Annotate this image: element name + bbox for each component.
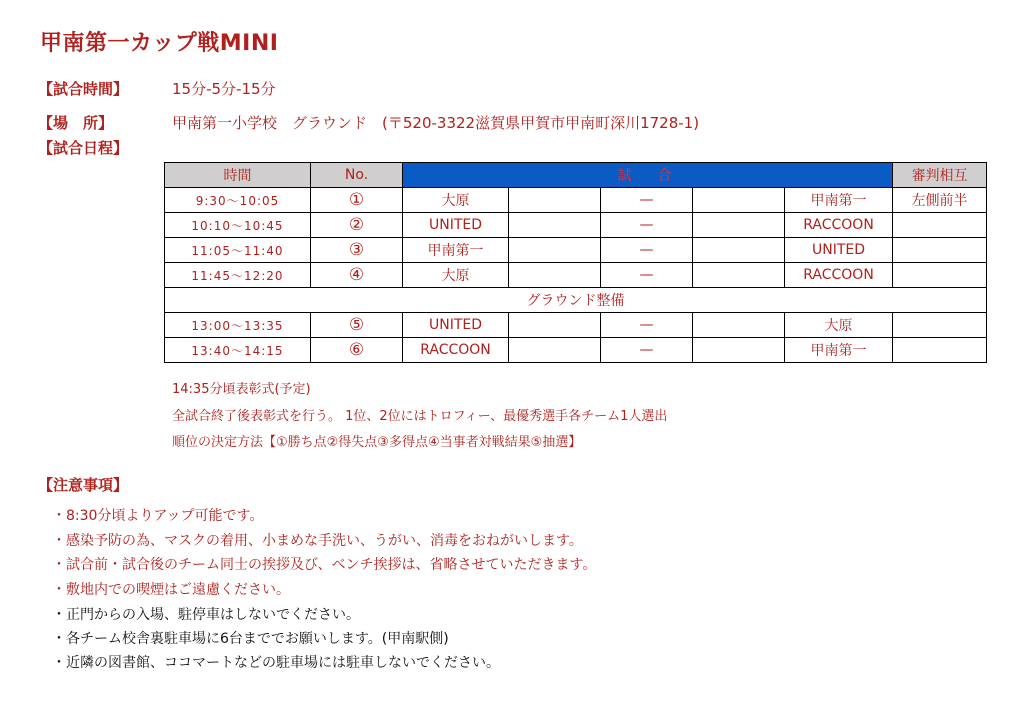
match-time: 13:00〜13:35 [165, 313, 311, 338]
maintenance-row [165, 288, 987, 313]
score-cell [509, 263, 601, 288]
referee-cell [893, 238, 987, 263]
caution-label: 【注意事項】 [38, 476, 129, 494]
away-team: 大原 [785, 313, 893, 338]
table-header-row [165, 163, 987, 188]
ranking-method-note: 順位の決定方法【①勝ち点②得失点③多得点④当事者対戦結果⑤抽選】 [172, 435, 582, 450]
match-time-value: 15分-5分-15分 [172, 80, 276, 98]
score-cell [693, 238, 785, 263]
score-cell [693, 263, 785, 288]
score-cell [509, 338, 601, 363]
score-cell [693, 313, 785, 338]
score-cell [693, 213, 785, 238]
match-number: ④ [311, 263, 403, 288]
table-row [165, 188, 987, 213]
caution-item: ・正門からの入場、駐停車はしないでください。 [52, 607, 360, 623]
referee-cell: 左側前半 [893, 188, 987, 213]
caution-item: ・敷地内での喫煙はご遠慮ください。 [52, 582, 290, 598]
home-team: 大原 [403, 263, 509, 288]
page-title: 甲南第一カップ戦MINI [40, 31, 279, 56]
home-team: RACCOON [403, 338, 509, 363]
away-team: 甲南第一 [785, 338, 893, 363]
away-team: UNITED [785, 238, 893, 263]
versus-dash: — [601, 238, 693, 263]
away-team: RACCOON [785, 213, 893, 238]
caution-item: ・感染予防の為、マスクの着用、小まめな手洗い、うがい、消毒をおねがいします。 [52, 533, 583, 549]
caution-item: ・8:30分頃よりアップ可能です。 [52, 508, 264, 524]
versus-dash: — [601, 338, 693, 363]
ground-maintenance: グラウンド整備 [165, 288, 987, 313]
header-time: 時間 [165, 163, 311, 188]
award-note: 全試合終了後表彰式を行う。 1位、2位にはトロフィー、最優秀選手各チーム1人選出 [172, 409, 668, 424]
home-team: 大原 [403, 188, 509, 213]
header-no: No. [311, 163, 403, 188]
match-time: 11:05〜11:40 [165, 238, 311, 263]
table-row [165, 238, 987, 263]
match-number: ⑤ [311, 313, 403, 338]
score-cell [509, 213, 601, 238]
score-cell [693, 188, 785, 213]
match-number: ① [311, 188, 403, 213]
match-number: ② [311, 213, 403, 238]
referee-cell [893, 213, 987, 238]
away-team: 甲南第一 [785, 188, 893, 213]
table-row [165, 313, 987, 338]
place-value: 甲南第一小学校 グラウンド (〒520-3322滋賀県甲賀市甲南町深川1728-1) [172, 114, 700, 132]
match-time: 13:40〜14:15 [165, 338, 311, 363]
referee-cell [893, 263, 987, 288]
versus-dash: — [601, 263, 693, 288]
schedule-table [164, 162, 987, 363]
match-number: ③ [311, 238, 403, 263]
match-time: 11:45〜12:20 [165, 263, 311, 288]
score-cell [693, 338, 785, 363]
match-time: 9:30〜10:05 [165, 188, 311, 213]
referee-cell [893, 338, 987, 363]
place-label: 【場 所】 [38, 114, 114, 132]
match-time: 10:10〜10:45 [165, 213, 311, 238]
referee-cell [893, 313, 987, 338]
schedule-label: 【試合日程】 [38, 139, 129, 157]
award-time-note: 14:35分頃表彰式(予定) [172, 382, 311, 397]
score-cell [509, 313, 601, 338]
home-team: UNITED [403, 313, 509, 338]
versus-dash: — [601, 188, 693, 213]
caution-item: ・近隣の図書館、ココマートなどの駐車場には駐車しないでください。 [52, 655, 500, 671]
caution-item: ・試合前・試合後のチーム同士の挨拶及び、ベンチ挨拶は、省略させていただきます。 [52, 557, 597, 573]
score-cell [509, 188, 601, 213]
table-row [165, 213, 987, 238]
home-team: 甲南第一 [403, 238, 509, 263]
home-team: UNITED [403, 213, 509, 238]
match-time-label: 【試合時間】 [38, 80, 129, 98]
versus-dash: — [601, 213, 693, 238]
match-number: ⑥ [311, 338, 403, 363]
table-row [165, 338, 987, 363]
versus-dash: — [601, 313, 693, 338]
table-row [165, 263, 987, 288]
header-match: 試 合 [403, 163, 893, 188]
caution-item: ・各チーム校舎裏駐車場に6台まででお願いします。(甲南駅側) [52, 631, 449, 647]
header-ref: 審判相互 [893, 163, 987, 188]
score-cell [509, 238, 601, 263]
away-team: RACCOON [785, 263, 893, 288]
